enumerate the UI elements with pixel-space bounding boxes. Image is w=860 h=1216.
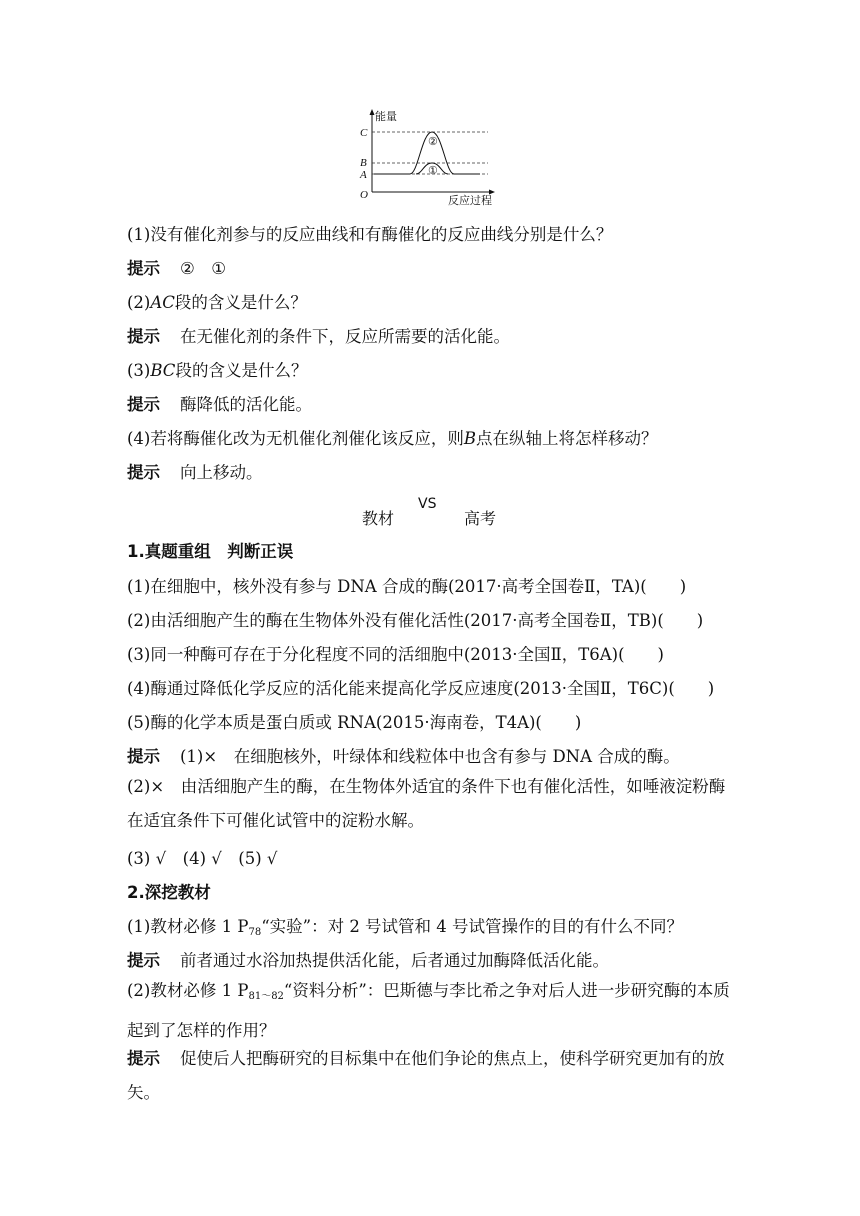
section-2-q1-prefix: (1)教材必修 1 P	[127, 917, 249, 936]
section-1-hint-1: (1)× 在细胞核外，叶绿体和线粒体中也含有参与 DNA 合成的酶。	[180, 747, 680, 766]
section-2-hint-2	[127, 1042, 739, 1110]
section-2-title: 2.深挖教材	[127, 883, 211, 902]
level-b-label: B	[360, 157, 367, 169]
y-axis-label: 能量	[375, 111, 397, 123]
section-2-q1-page: 78	[248, 927, 262, 938]
hint-label: 提示	[127, 747, 160, 766]
section-1-title: 1.真题重组 判断正误	[127, 542, 294, 561]
level-c-label: C	[360, 127, 368, 139]
section-2-hint-2-text: 促使后人把酶研究的目标集中在他们争论的焦点上，使科学研究更加有的放矢。	[127, 1049, 725, 1102]
banner-right: 高考	[464, 509, 497, 528]
hint-4	[127, 463, 263, 483]
section-2-question-1	[127, 917, 683, 943]
question-3-italic: BC	[150, 361, 176, 380]
hint-4-text: 向上移动。	[180, 463, 263, 482]
section-2-hint-1	[127, 951, 609, 971]
curve-2-label: ②	[428, 136, 438, 148]
hint-3-text: 酶降低的活化能。	[180, 395, 312, 414]
question-2-prefix: (2)	[127, 293, 151, 312]
judgement-item-4: (4)酶通过降低化学反应的活化能来提高化学反应速度(2013·全国Ⅱ，T6C)( )	[127, 679, 715, 698]
section-2-question-2	[127, 974, 739, 1048]
hint-2	[127, 327, 510, 347]
question-4-italic: B	[463, 429, 477, 448]
curve-no-catalyst	[374, 132, 480, 174]
energy-diagram-svg	[352, 106, 512, 208]
judgement-item-5: (5)酶的化学本质是蛋白质或 RNA(2015·海南卷，T4A)( )	[127, 713, 582, 732]
section-2-q2-suffix: “资料分析”：巴斯德与李比希之争对后人进一步研究酶的本质起到了怎样的作用？	[127, 981, 730, 1040]
question-4-suffix: 点在纵轴上将怎样移动？	[476, 429, 658, 448]
section-1-hint-3: (3) √ (4) √ (5) √	[127, 849, 278, 868]
x-axis-label: 反应过程	[448, 195, 492, 207]
x-axis-arrow	[489, 190, 495, 195]
hint-label: 提示	[127, 951, 160, 970]
energy-diagram	[352, 106, 512, 208]
section-banner	[0, 496, 860, 530]
origin-label: O	[360, 189, 368, 201]
hint-1-text: ② ①	[180, 259, 227, 278]
question-2-italic: AC	[150, 293, 175, 312]
question-2-suffix: 段的含义是什么？	[174, 293, 307, 312]
question-3	[127, 361, 307, 381]
banner-left: 教材	[362, 509, 395, 528]
hint-2-text: 在无催化剂的条件下，反应所需要的活化能。	[180, 327, 510, 346]
section-2-q2-page: 81～82	[248, 991, 284, 1002]
level-a-label: A	[360, 169, 367, 181]
hint-label: 提示	[127, 259, 160, 278]
judgement-item-2: (2)由活细胞产生的酶在生物体外没有催化活性(2017·高考全国卷Ⅱ，TB)( )	[127, 611, 704, 630]
section-2-q2-prefix: (2)教材必修 1 P	[127, 981, 249, 1000]
question-3-prefix: (3)	[127, 361, 151, 380]
hint-label: 提示	[127, 463, 160, 482]
hint-1	[127, 259, 226, 279]
section-1-hint	[127, 747, 680, 767]
hint-label: 提示	[127, 1049, 160, 1068]
curve-1-label: ①	[428, 165, 438, 177]
hint-label: 提示	[127, 327, 160, 346]
hint-3	[127, 395, 312, 415]
y-axis-arrow	[370, 109, 375, 115]
section-2-hint-1-text: 前者通过水浴加热提供活化能，后者通过加酶降低活化能。	[180, 951, 609, 970]
question-2	[127, 293, 307, 313]
question-4	[127, 429, 658, 449]
section-1-hint-2: (2)× 由活细胞产生的酶，在生物体外适宜的条件下也有催化活性，如唾液淀粉酶在适宜条件下可催化试管中的淀粉水解。	[127, 777, 726, 830]
hint-label: 提示	[127, 395, 160, 414]
banner-vs: VS	[418, 496, 437, 512]
question-4-prefix: (4)若将酶催化改为无机催化剂催化该反应，则	[127, 429, 464, 448]
question-1: (1)没有催化剂参与的反应曲线和有酶催化的反应曲线分别是什么？	[127, 225, 613, 244]
judgement-item-3: (3)同一种酶可存在于分化程度不同的活细胞中(2013·全国Ⅱ，T6A)( )	[127, 645, 664, 664]
question-3-suffix: 段的含义是什么？	[175, 361, 308, 380]
section-2-q1-suffix: “实验”：对 2 号试管和 4 号试管操作的目的有什么不同？	[261, 917, 684, 936]
judgement-item-1: (1)在细胞中，核外没有参与 DNA 合成的酶(2017·高考全国卷Ⅱ，TA)( )	[127, 577, 687, 596]
